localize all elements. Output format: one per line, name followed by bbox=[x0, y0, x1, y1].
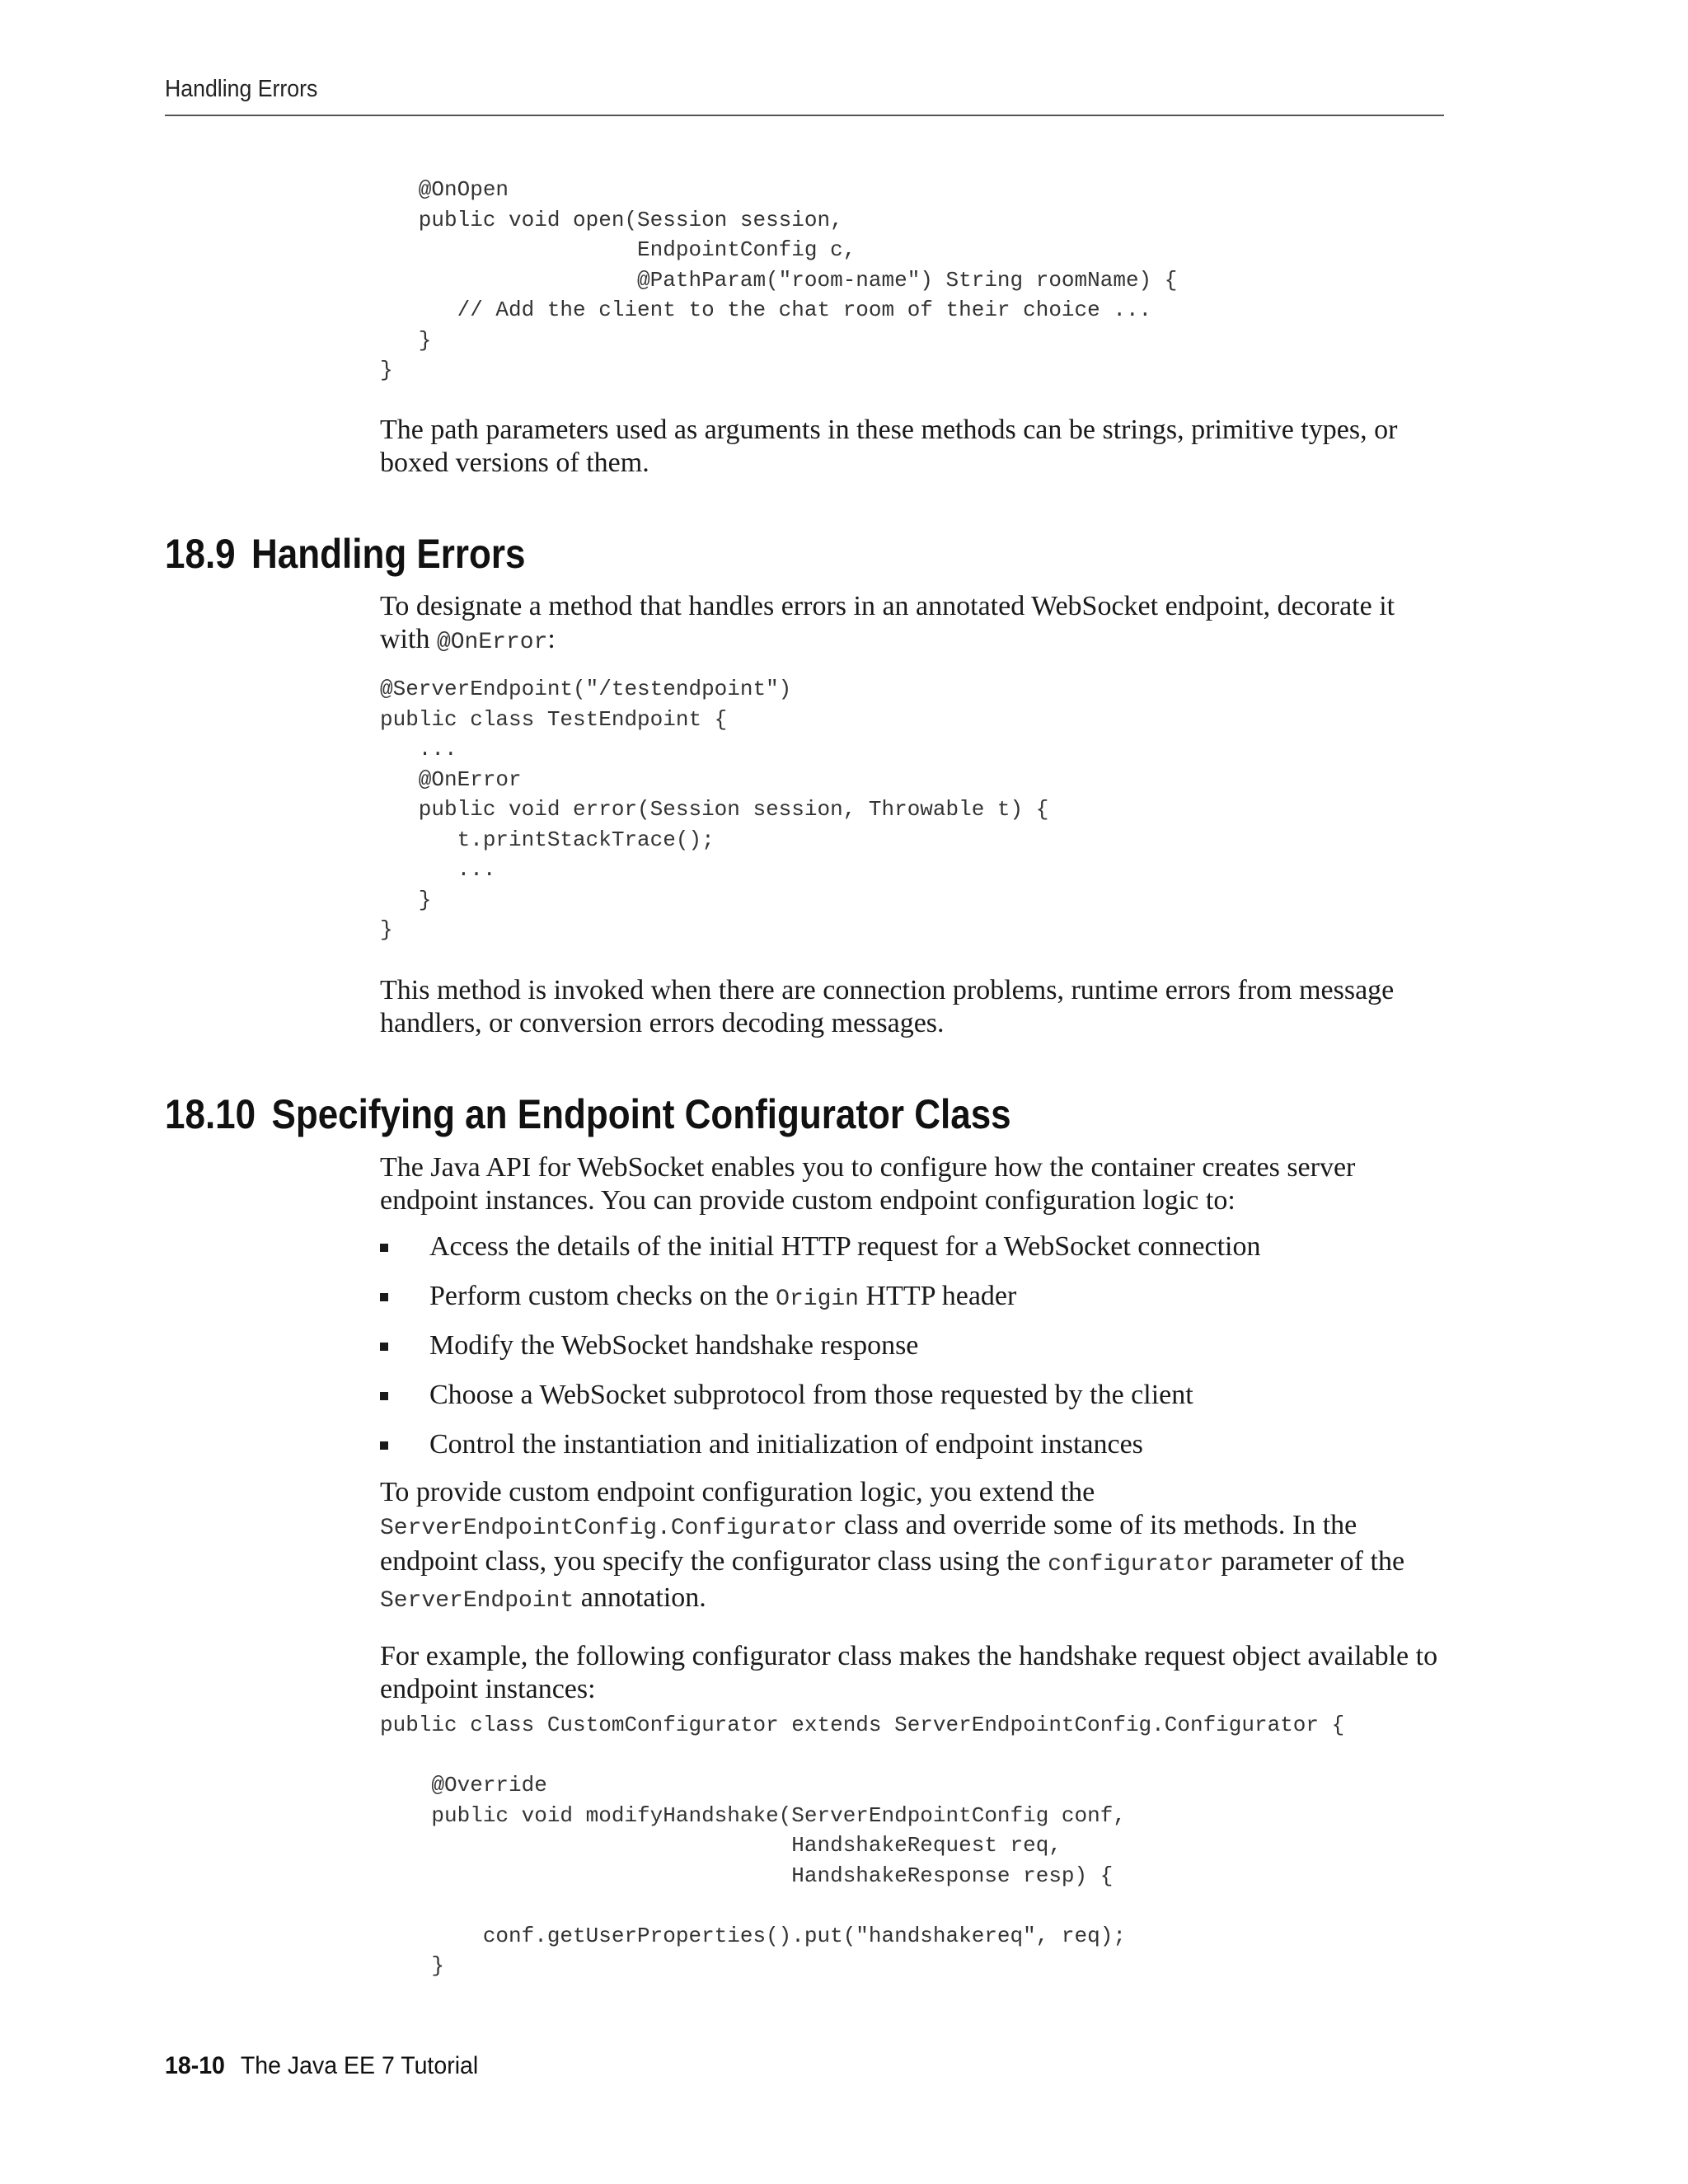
paragraph-extend bbox=[380, 1476, 1451, 1618]
inline-code-server-endpoint: ServerEndpoint bbox=[380, 1588, 574, 1614]
list-item bbox=[380, 1230, 1451, 1280]
bullet-square-icon bbox=[380, 1392, 388, 1400]
book-title: The Java EE 7 Tutorial bbox=[240, 2052, 479, 2079]
list-item-text: Access the details of the initial HTTP request for a WebSocket connection bbox=[429, 1231, 1261, 1262]
running-header: Handling Errors bbox=[165, 76, 318, 102]
paragraph-invoked: This method is invoked when there are connection problems, runtime errors from message handlers, or conversion errors decoding messages. bbox=[380, 975, 1395, 1038]
paragraph-text: annotation. bbox=[574, 1582, 706, 1613]
section-number: 18.10 bbox=[165, 1091, 256, 1137]
page-number: 18-10 bbox=[165, 2052, 225, 2079]
paragraph-text: class and override some of its methods. In the endpoint class, you specify the configurator class using the bbox=[380, 1510, 1357, 1577]
paragraph-example: For example, the following configurator class makes the handshake request object available to endpoint instances: bbox=[380, 1641, 1438, 1704]
section-title: Handling Errors bbox=[251, 531, 526, 577]
code-block-onopen: @OnOpen public void open(Session session, EndpointConfig c, @PathParam("room-name") String roomName) { // Add the client to the chat room of their choice ... } } bbox=[380, 177, 1178, 382]
code-block-configurator: public class CustomConfigurator extends ServerEndpointConfig.Configurator { @Override public void modifyHandshake(ServerEndpointConfig conf, HandshakeRequest req, HandshakeResponse resp) { conf.getUserProperties().put("handshakereq", req); } bbox=[380, 1713, 1345, 1978]
list-item-text: Control the instantiation and initialization of endpoint instances bbox=[429, 1429, 1143, 1460]
section-heading-configurator bbox=[165, 1090, 1011, 1138]
list-item bbox=[380, 1428, 1451, 1478]
section-heading-handling-errors bbox=[165, 530, 526, 578]
list-item-text: Perform custom checks on the bbox=[429, 1281, 776, 1311]
bullet-square-icon bbox=[380, 1244, 388, 1252]
paragraph-text: parameter of the bbox=[1213, 1546, 1405, 1577]
inline-code-configurator-class: ServerEndpointConfig.Configurator bbox=[380, 1516, 837, 1541]
section-title: Specifying an Endpoint Configurator Class bbox=[271, 1091, 1011, 1137]
inline-code-configurator-param: configurator bbox=[1048, 1552, 1214, 1577]
paragraph-java-api: The Java API for WebSocket enables you to configure how the container creates server endpoint instances. You can provide custom endpoint configuration logic to: bbox=[380, 1152, 1356, 1216]
page-footer bbox=[165, 2052, 478, 2080]
list-item-text: HTTP header bbox=[859, 1281, 1017, 1311]
header-rule bbox=[165, 115, 1444, 116]
list-item-text: Choose a WebSocket subprotocol from those requested by the client bbox=[429, 1380, 1193, 1410]
bullet-square-icon bbox=[380, 1343, 388, 1351]
list-item bbox=[380, 1379, 1451, 1428]
section-number: 18.9 bbox=[165, 531, 236, 577]
inline-code-origin: Origin bbox=[776, 1286, 859, 1312]
paragraph-text: To provide custom endpoint configuration logic, you extend the bbox=[380, 1477, 1095, 1507]
paragraph-designate bbox=[380, 590, 1451, 659]
bullet-list bbox=[380, 1230, 1451, 1478]
list-item bbox=[380, 1280, 1451, 1329]
list-item-text: Modify the WebSocket handshake response bbox=[429, 1330, 919, 1361]
paragraph-text: : bbox=[547, 624, 556, 654]
bullet-square-icon bbox=[380, 1441, 388, 1450]
inline-code-onerror: @OnError bbox=[436, 630, 548, 655]
bullet-square-icon bbox=[380, 1293, 388, 1301]
paragraph-path-params: The path parameters used as arguments in these methods can be strings, primitive types, or boxed versions of them. bbox=[380, 415, 1398, 478]
list-item bbox=[380, 1329, 1451, 1379]
paragraph-text: To designate a method that handles errors in an annotated WebSocket endpoint, decorate it with bbox=[380, 591, 1395, 654]
code-block-onerror: @ServerEndpoint("/testendpoint") public class TestEndpoint { ... @OnError public void error(Session session, Throwable t) { t.printStackTrace(); ... } } bbox=[380, 677, 1049, 942]
